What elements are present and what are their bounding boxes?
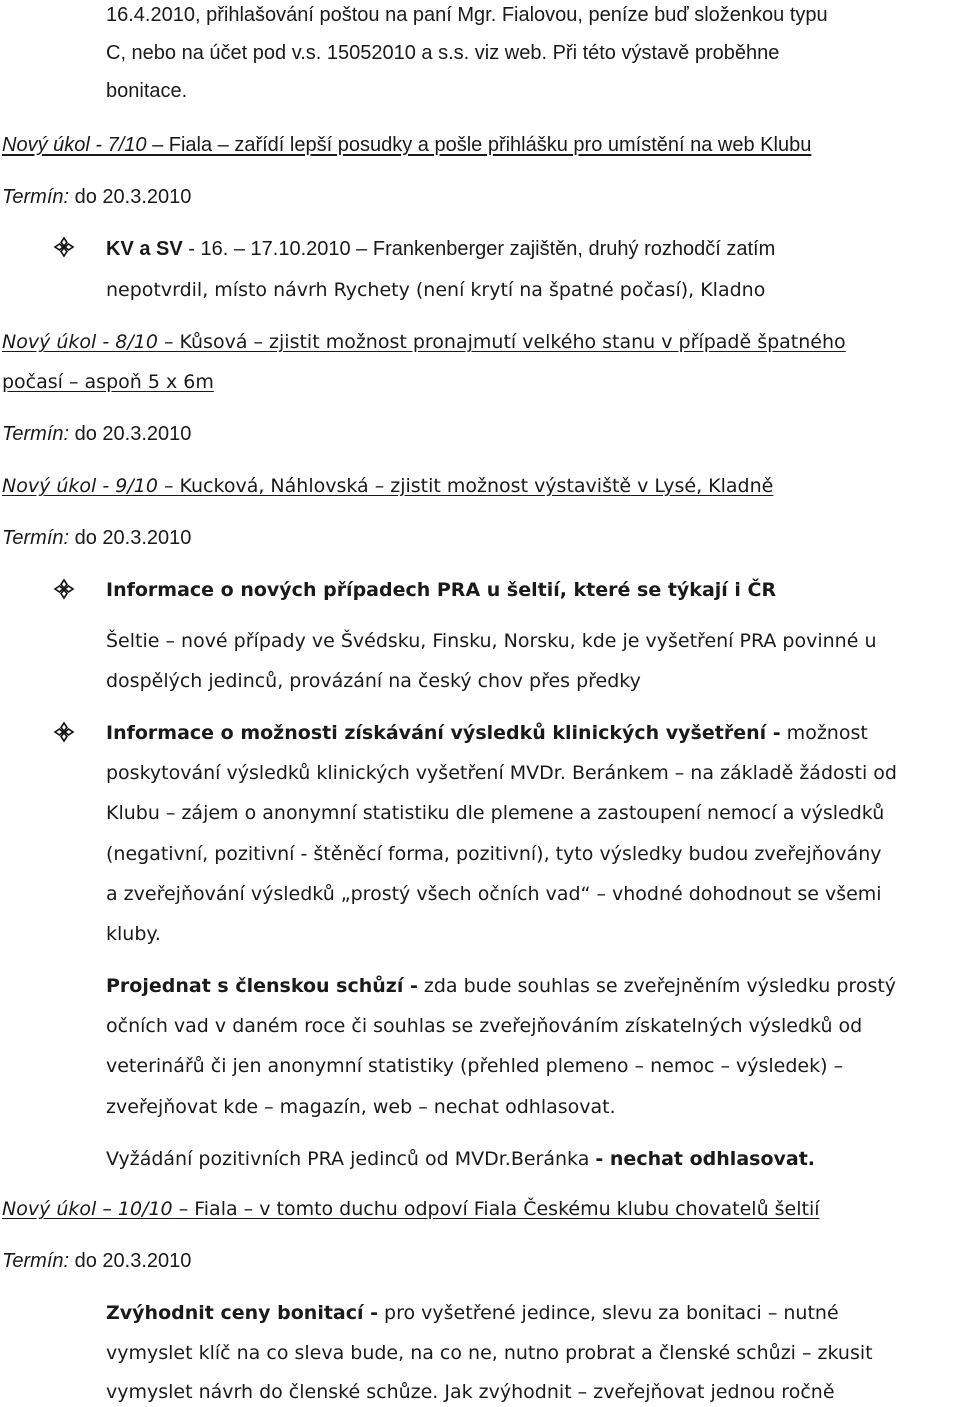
deadline-label: Termín: bbox=[2, 423, 70, 445]
diamond-bullet-icon bbox=[53, 236, 75, 258]
task-10-deadline bbox=[2, 1248, 191, 1274]
info-line: a zveřejňování výsledků „prostý všech očních vad“ – vhodné dohodnout se všemi bbox=[106, 883, 882, 905]
task-text: – Fiala – v tomto duchu odpoví Fiala Českému klubu chovatelů šeltií bbox=[172, 1198, 820, 1220]
info-line: Klubu – zájem o anonymní statistiku dle plemene a zastoupení nemocí a výsledků bbox=[106, 802, 885, 824]
task-8-cont: počasí – aspoň 5 x 6m bbox=[2, 371, 214, 393]
diamond-bullet-icon bbox=[53, 721, 75, 743]
projednat-line: zveřejňovat kde – magazín, web – nechat odhlasovat. bbox=[106, 1096, 616, 1118]
info-line: poskytování výsledků klinických vyšetření MVDr. Beránkem – na základě žádosti od bbox=[106, 762, 897, 784]
vyzadani-bold: - nechat odhlasovat. bbox=[595, 1148, 816, 1170]
deadline-label: Termín: bbox=[2, 527, 70, 549]
task-label: Nový úkol - 9/10 bbox=[2, 475, 158, 497]
pra-line: dospělých jedinců, provázání na český chov přes předky bbox=[106, 670, 641, 692]
projednat-line: očních vad v daném roce či souhlas se zveřejňováním získatelných výsledků od bbox=[106, 1015, 863, 1037]
task-text: – Kucková, Náhlovská – zjistit možnost výstaviště v Lysé, Kladně bbox=[157, 475, 774, 497]
task-label: Nový úkol - 8/10 bbox=[2, 331, 158, 353]
task-text: – Kůsová – zjistit možnost pronajmutí velkého stanu v případě špatného bbox=[157, 331, 846, 353]
task-text: – Fiala – zařídí lepší posudky a pošle přihlášku pro umístění na web Klubu bbox=[146, 134, 812, 156]
kv-text: - 16. – 17.10.2010 – Frankenberger zajištěn, druhý rozhodčí zatím bbox=[182, 238, 776, 260]
kv-line: nepotvrdil, místo návrh Rychety (není krytí na špatné počasí), Kladno bbox=[106, 279, 766, 301]
paragraph-line: 16.4.2010, přihlašování poštou na paní Mgr. Fialovou, peníze buď složenkou typu bbox=[106, 4, 828, 26]
deadline-value: do 20.3.2010 bbox=[69, 527, 192, 549]
projednat-line bbox=[106, 973, 896, 999]
bonitace-line bbox=[106, 1300, 839, 1326]
deadline-label: Termín: bbox=[2, 186, 70, 208]
vyzadani-line bbox=[106, 1146, 815, 1172]
projednat-bold: Projednat s členskou schůzí - bbox=[106, 975, 418, 997]
deadline-value: do 20.3.2010 bbox=[69, 1250, 192, 1272]
diamond-bullet-icon bbox=[53, 578, 75, 600]
task-9-deadline bbox=[2, 525, 191, 551]
task-8-deadline bbox=[2, 421, 191, 447]
deadline-value: do 20.3.2010 bbox=[69, 186, 192, 208]
info-line: kluby. bbox=[106, 923, 161, 945]
deadline-value: do 20.3.2010 bbox=[69, 423, 192, 445]
pra-line: Šeltie – nové případy ve Švédsku, Finsku, Norsku, kde je vyšetření PRA povinné u bbox=[106, 630, 877, 652]
info-line bbox=[106, 720, 868, 746]
kv-bold: KV a SV bbox=[106, 238, 183, 260]
bonitace-line: vymyslet návrh do členské schůze. Jak zvýhodnit – zveřejňovat jednou ročně bbox=[106, 1381, 835, 1403]
task-7 bbox=[2, 132, 811, 158]
task-10 bbox=[2, 1196, 820, 1222]
deadline-label: Termín: bbox=[2, 1250, 70, 1272]
bonitace-line: vymyslet klíč na co sleva bude, na co ne, nutno probrat a členské schůzi – zkusit bbox=[106, 1342, 873, 1364]
task-label: Nový úkol – 10/10 bbox=[2, 1198, 173, 1220]
info-text: možnost bbox=[780, 722, 868, 744]
task-9 bbox=[2, 473, 773, 499]
task-8 bbox=[2, 329, 846, 355]
projednat-text: zda bude souhlas se zveřejněním výsledku prostý bbox=[417, 975, 897, 997]
bonitace-text: pro vyšetřené jedince, slevu za bonitaci – nutné bbox=[378, 1302, 839, 1324]
info-bold: Informace o možnosti získávání výsledků klinických vyšetření - bbox=[106, 722, 781, 744]
vyzadani-text: Vyžádání pozitivních PRA jedinců od MVDr.Beránka bbox=[106, 1148, 596, 1170]
bonitace-bold: Zvýhodnit ceny bonitací - bbox=[106, 1302, 379, 1324]
paragraph-line: bonitace. bbox=[106, 80, 188, 102]
kv-line bbox=[106, 236, 775, 262]
task-7-deadline bbox=[2, 184, 191, 210]
pra-heading: Informace o nových případech PRA u šeltií, které se týkají i ČR bbox=[106, 579, 777, 601]
info-line: (negativní, pozitivní - štěněcí forma, pozitivní), tyto výsledky budou zveřejňovány bbox=[106, 843, 882, 865]
paragraph-line: C, nebo na účet pod v.s. 15052010 a s.s. viz web. Při této výstavě proběhne bbox=[106, 42, 780, 64]
projednat-line: veterinářů či jen anonymní statistiky (přehled plemeno – nemoc – výsledek) – bbox=[106, 1055, 844, 1077]
task-label: Nový úkol - 7/10 bbox=[2, 134, 147, 156]
